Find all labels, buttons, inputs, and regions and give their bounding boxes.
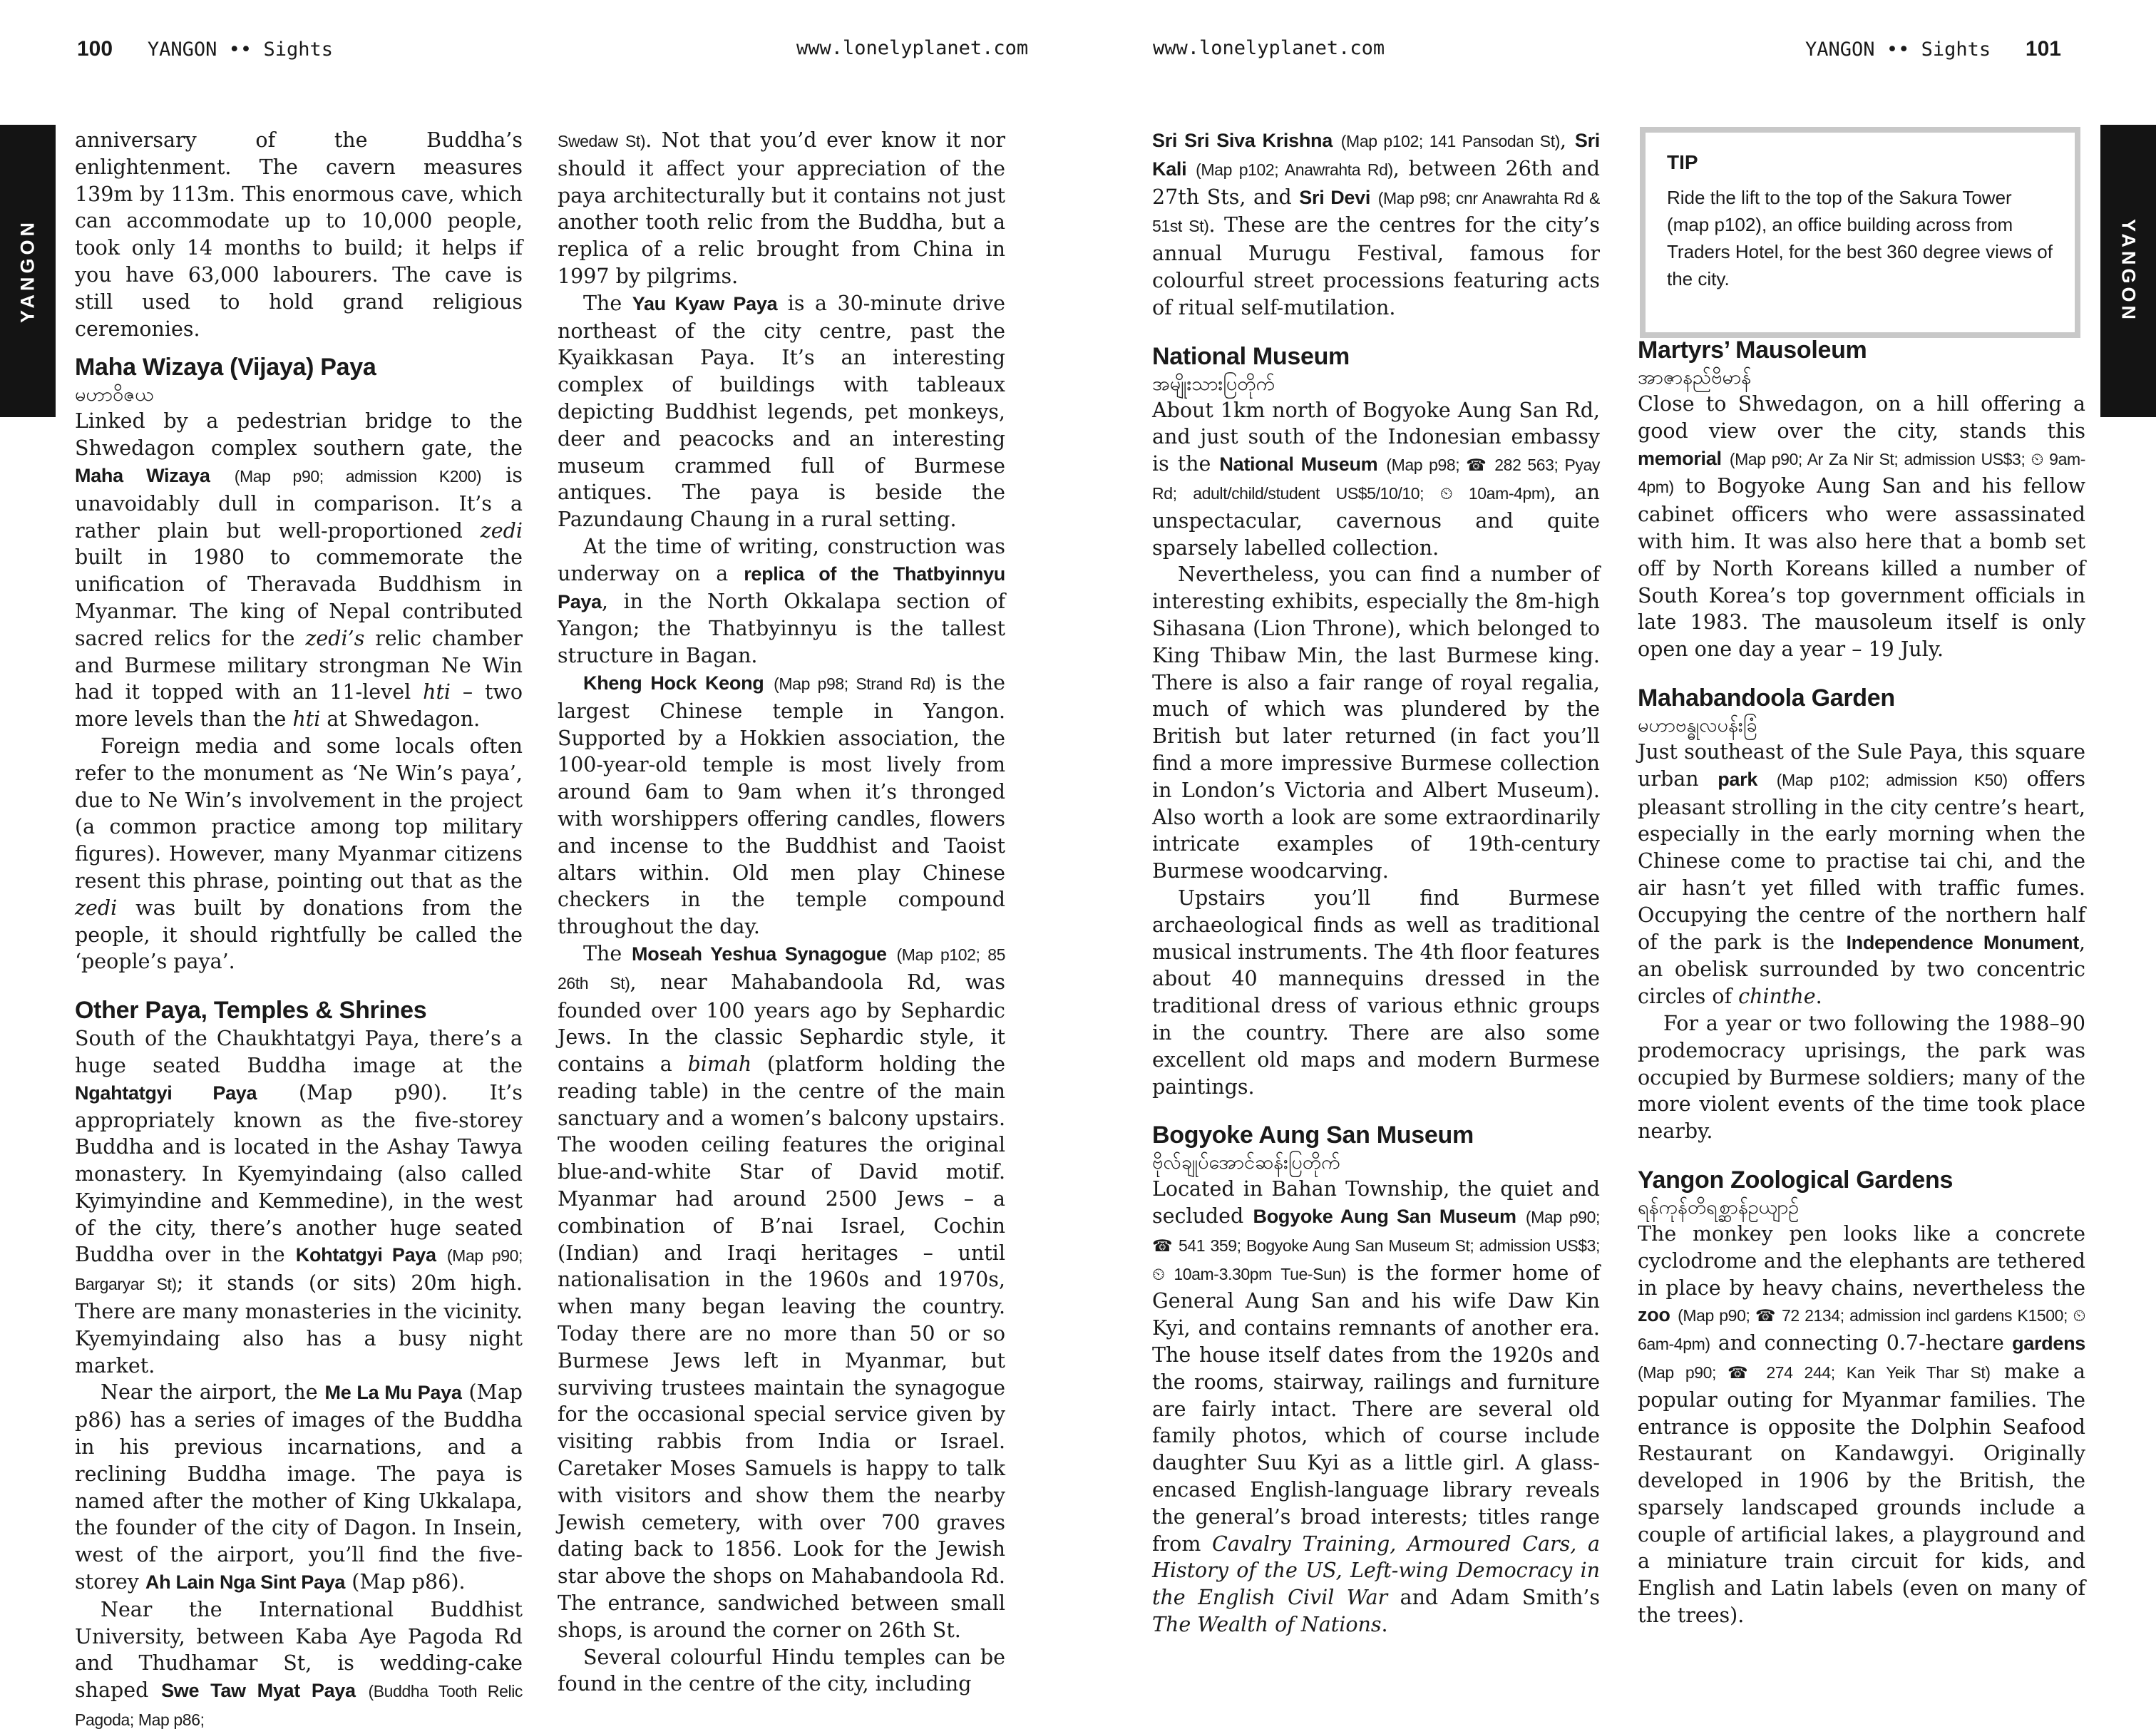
text-run: is the largest Chinese temple in Yangon. Supported by a Hokkien association, the 100-year-old temple is most lively from around 6am to 9am when it’s thronged with worshippers offering candles, flowers and incense to the Buddhist and Taoist altars within. Old men play Chinese checkers in the temple compound throughout the day. [558, 670, 1005, 939]
text-run: The [583, 291, 632, 315]
italic-term: The Wealth of Nations [1152, 1613, 1382, 1637]
text-run: (Map p90). It’s appropriately known as the five-storey Buddha and is located in the Ashay Tawya monastery. In Kyemyindaing (also called Kyimyindine and Kemmedine), in the west of the city, there’s another huge seated Buddha over in the [75, 1080, 523, 1267]
col2-paragraph-1 [558, 290, 1005, 533]
heading-bogyoke-museum: Bogyoke Aung San Museum [1152, 1122, 1474, 1149]
left-header-url: www.lonelyplanet.com [796, 37, 1029, 59]
heading-maha-wizaya-burmese: မဟာဝိဇယ [75, 384, 154, 406]
col2-paragraph-0 [558, 127, 1005, 290]
text-run: (platform holding the reading table) in the centre of the main sanctuary and a women’s balcony upstairs. The wooden ceiling features the original blue-and-white Star of David motif. Myanmar had around 2500 Jews – a combination of B’nai Israel, Cochin (Indian) and Iraqi heritages – until nationalisation in the 1960s and 1970s, when many began leaving the country. Today there are no more than 50 or so Burmese Jews left in Myanmar, but surviving trustees maintain the synagogue for the occasional special service given by visiting rabbis from India or Israel. Caretaker Moses Samuels is happy to talk with visitors and show them the nearby Jewish cemetery, with over 700 graves dating back to 1856. Look for the Jewish star above the shops on Mahabandoola Rd. The entrance, sandwiched between small shops, is around the corner on 26th St. [558, 1052, 1005, 1642]
venue-info: (Map p90; Ar Za Nir St; admission US$3; ⏲ 9am-4pm) [1638, 449, 2085, 497]
heading-other-paya: Other Paya, Temples & Shrines [75, 997, 427, 1025]
text-run: is a 30-minute drive northeast of the city centre, past the Kyaikkasan Paya. It’s an interesting complex of buildings with tableaux depicting Buddhist legends, pet monkeys, deer and peacocks and an interesting museum crammed full of Burmese antiques. The paya is beside the Pazundaung Chaung in a rural setting. [558, 291, 1005, 532]
text-run: , in the North Okkalapa section of Yangon; the Thatbyinnyu is the tallest structure in Bagan. [558, 589, 1005, 668]
text-run: was built by donations from the people, it should rightfully be called the ‘people’s paya’. [75, 896, 523, 974]
text-run: is unavoidably dull in comparison. It’s a rather plain but well-proportioned [75, 463, 523, 543]
venue-name: Me La Mu Paya [324, 1382, 462, 1404]
right-header-url: www.lonelyplanet.com [1153, 37, 1385, 59]
venue-info: (Map p90; admission K200) [234, 466, 482, 486]
venue-name: Yau Kyaw Paya [632, 292, 778, 314]
left-running-header [77, 37, 333, 71]
text-run: built in 1980 to commemorate the unification of Theravada Buddhism in Myanmar. The king of Nepal contributed sacred relics for the [75, 545, 523, 650]
text-run: relic chamber and Burmese military strongman Ne Win had it topped with an 11-level [75, 626, 523, 704]
venue-name: Sri Devi [1299, 186, 1371, 208]
venue-info: (Map p90; ☎ 274 244; Kan Yeik Thar St) [1638, 1363, 1991, 1382]
text-run: Near the International Buddhist University, between Kaba Aye Pagoda Rd and Thudhamar St, is wedding-cake shaped [75, 1597, 523, 1703]
venue-name: Kheng Hock Keong [583, 672, 764, 694]
venue-info: (Map p90; Bargaryar St) [75, 1246, 523, 1294]
venue-name: memorial [1638, 447, 1722, 469]
col1-paragraph-1 [75, 408, 523, 733]
text-run: , [1559, 128, 1575, 152]
text-run: Located in Bahan Township, the quiet and secluded [1152, 1177, 1600, 1228]
venue-name: Bogyoke Aung San Museum [1253, 1206, 1516, 1228]
text-run: . Not that you’d ever know it nor should it affect your appreciation of the paya architecturally but it contains not just another tooth relic from the Buddha, but a replica of a relic brought from China in 1997 by pilgrims. [558, 128, 1005, 288]
col3-paragraph-2: Nevertheless, you can find a number of interesting exhibits, especially the 8m-high Sihasana (Lion Throne), which belonged to King Thibaw Min, the last Burmese king. There is also a fair range of royal regalia, much of which was plundered by the British but later returned (in fact you’ll find a more impressive Burmese collection in London’s Victoria and Albert Museum). Also worth a look are some extraordinarily intricate examples of 19th-century Burmese woodcarving. [1152, 563, 1600, 883]
col4-paragraph-3: For a year or two following the 1988–90 prodemocracy uprisings, the park was occupied by Burmese soldiers; many of the more violent events of the time took place nearby. [1638, 1011, 2085, 1144]
column-2 [558, 127, 1005, 1698]
text-run: The [583, 941, 632, 965]
text-run: offers pleasant strolling in the city centre’s heart, especially in the early morning when the Chinese come to practise tai chi, and the air hasn’t yet filled with traffic fumes. Occupying the centre of the northern half of the park is the [1638, 766, 2085, 954]
italic-term: hti [423, 680, 451, 704]
heading-maha-wizaya: Maha Wizaya (Vijaya) Paya [75, 354, 376, 381]
col3-paragraph-4 [1152, 1176, 1600, 1638]
tip-body: Ride the lift to the top of the Sakura Tower (map p102), an office building across from Traders Hotel, for the best 360 degree views of the city. [1667, 187, 2053, 289]
venue-name: Ah Lain Nga Sint Paya [145, 1571, 346, 1594]
venue-name: Swe Taw Myat Paya [161, 1680, 356, 1702]
venue-info: (Map p98; cnr Anawrahta Rd & 51st St) [1152, 188, 1600, 236]
text-run: At the time of writing, construction was underway on a [558, 534, 1005, 585]
venue-info: Swedaw St) [558, 132, 646, 150]
heading-mahabandoola-garden: Mahabandoola Garden [1638, 684, 1895, 712]
right-header-section: Sights [1921, 39, 1991, 61]
col3-paragraph-1 [1152, 397, 1600, 562]
text-run: make a popular outing for Myanmar families. The entrance is opposite the Dolphin Seafood Restaurant on Kandawgyi. Originally developed in 1906 by the British, the sparsely landscaped grounds include a couple of artificial lakes, a playground and a miniature train circuit for kids, and English and Latin labels (even on many of the trees). [1638, 1359, 2086, 1628]
left-header-separator: •• [228, 39, 252, 61]
text-run: Linked by a pedestrian bridge to the Shwedagon complex southern gate, the [75, 409, 523, 461]
heading-zoological-gardens-burmese: ရန်ကုန်တိရစ္ဆာန်ဥယျာဉ် [1638, 1196, 1800, 1219]
venue-info: (Map p102; 141 Pansodan St) [1340, 132, 1560, 150]
col4-paragraph-1 [1638, 391, 2085, 663]
left-header-section: Sights [263, 39, 333, 61]
col2-paragraph-5: Several colourful Hindu temples can be found in the centre of the city, including [558, 1645, 1005, 1696]
col1-paragraph-5 [75, 1596, 523, 1734]
text-run: . These are the centres for the city’s annual Murugu Festival, famous for colourful street processions featuring acts of ritual self-mutilation. [1152, 213, 1600, 319]
col2-paragraph-4 [558, 940, 1005, 1644]
venue-name: gardens [2012, 1333, 2085, 1355]
column-1 [75, 127, 523, 1734]
tip-title: TIP [1667, 151, 1698, 173]
right-header-separator: •• [1886, 39, 1910, 61]
italic-term: hti [292, 707, 321, 732]
right-running-header [1805, 37, 2061, 71]
tip-box [1640, 127, 2080, 338]
col3-paragraph-0 [1152, 127, 1600, 322]
venue-info: (Buddha Tooth Relic Pagoda; Map p86; [75, 1682, 523, 1730]
heading-mahabandoola-garden-burmese: မဟာဗန္ဓုလပန်းခြံ [1638, 714, 1757, 737]
text-run: to Bogyoke Aung San and his fellow cabinet officers who were assassinated with him. It was also here that a bomb set off by North Koreans killed a number of South Korea’s top government officials in late 1983. The mausoleum itself is only open one day a year – 19 July. [1638, 474, 2085, 662]
text-run: – two more levels than the [75, 680, 523, 732]
text-run: South of the Chaukhtatgyi Paya, there’s a huge seated Buddha image at the [75, 1027, 523, 1077]
text-run: . [1815, 985, 1822, 1009]
text-run: Foreign media and some locals often refer to the monument as ‘Ne Win’s paya’, due to Ne Win’s involvement in the project (a common practice among top military figures). However, many Myanmar citizens resent this phrase, pointing out that as the [75, 734, 523, 893]
heading-bogyoke-museum-burmese: ဗိုလ်ချုပ်အောင်ဆန်းပြတိုက် [1152, 1151, 1340, 1174]
venue-name: Sri Kali [1152, 130, 1601, 180]
left-thumb-tab [0, 125, 56, 417]
heading-martyrs-mausoleum: Martyrs’ Mausoleum [1638, 337, 1867, 364]
italic-term: bimah [687, 1052, 752, 1077]
italic-term: chinthe [1738, 985, 1816, 1009]
col1-paragraph-4 [75, 1379, 523, 1596]
venue-name: National Museum [1219, 453, 1378, 476]
right-thumb-tab-label: YANGON [2118, 218, 2140, 324]
text-run: , between 26th and 27th Sts, and [1152, 156, 1601, 209]
venue-info: (Map p102; admission K50) [1776, 770, 2008, 789]
text-run: is the former home of General Aung San and his wife Daw Kin Kyi, and contains remnants of another era. The house itself dates from the 1920s and the rooms, stairway, railings and furniture are fairly intact. There are several old family photos, which of course include daughter Suu Kyi as a little girl. A glass-encased English-language library reveals the general’s broad interests; titles range from [1152, 1261, 1601, 1556]
italic-term: Cavalry Training, Armoured Cars, a History of the US, Left-wing Democracy in the English Civil War [1152, 1532, 1600, 1610]
text-run: at Shwedagon. [320, 707, 481, 732]
venue-info: (Map p102; Anawrahta Rd) [1196, 160, 1393, 179]
col4-paragraph-2 [1638, 739, 2085, 1010]
col2-paragraph-3 [558, 670, 1005, 940]
venue-info: (Map p102; 85 26th St) [558, 945, 1006, 992]
text-run: , an obelisk surrounded by two concentric circles of [1638, 930, 2085, 1009]
text-run: (Map p86) has a series of images of the Buddha in his previous incarnations, and a reclining Buddha image. The paya is named after the mother of King Ukkalapa, the founder of the city of Dagon. In Insein, west of the airport, you’ll find the five-storey [75, 1380, 523, 1594]
venue-name: park [1718, 768, 1758, 790]
text-run: . [1381, 1613, 1388, 1637]
italic-term: zedi [480, 518, 523, 543]
col4-paragraph-4 [1638, 1221, 2085, 1629]
text-run: ; it stands (or sits) 20m high. There are many monasteries in the vicinity. Kyemyindaing also has a busy night market. [75, 1271, 523, 1378]
text-run: About 1km north of Bogyoke Aung San Rd, and just south of the Indonesian embassy is the [1152, 398, 1600, 476]
italic-term: zedi’s [305, 626, 365, 650]
text-run: The monkey pen looks like a concrete cyclodrome and the elephants are tethered in place by heavy chains, nevertheless the [1638, 1221, 2085, 1300]
text-run: Near the airport, the [101, 1380, 325, 1405]
text-run: Close to Shwedagon, on a hill offering a good view over the city, stands this [1638, 392, 2085, 443]
left-header-title: YANGON [147, 39, 217, 61]
italic-term: zedi [75, 896, 118, 920]
venue-name: Independence Monument [1846, 931, 2079, 953]
col3-paragraph-3: Upstairs you’ll find Burmese archaeological finds as well as traditional musical instruments. The 4th floor features about 40 mannequins dressed in the traditional dress of various ethnic groups in the country. There are also some excellent old maps and modern Burmese paintings. [1152, 886, 1600, 1099]
venue-info: (Map p90; ☎ 541 359; Bogyoke Aung San Museum St; admission US$3; ⏲ 10am-3.30pm Tue-Sun) [1152, 1208, 1601, 1283]
right-thumb-tab [2100, 125, 2156, 417]
column-3 [1152, 127, 1600, 1638]
venue-name: Sri Sri Siva Krishna [1152, 130, 1333, 151]
venue-name: Kohtatgyi Paya [295, 1244, 436, 1266]
heading-martyrs-mausoleum-burmese: အာဇာနည်ဗိမာန် [1638, 366, 1752, 389]
venue-name: Moseah Yeshua Synagogue [632, 943, 887, 965]
heading-national-museum-burmese: အမျိုးသားပြတိုက် [1152, 372, 1275, 395]
col1-paragraph-2 [75, 733, 523, 975]
venue-name: Ngahtatgyi Paya [75, 1082, 257, 1104]
text-run: (Map p86). [345, 1570, 466, 1594]
venue-info: (Map p90; ☎ 72 2134; admission incl gardens K1500; ⏲ 6am-4pm) [1638, 1306, 2085, 1354]
left-page-number: 100 [77, 37, 113, 61]
venue-info: (Map p98; Strand Rd) [774, 674, 936, 693]
text-run: , near Mahabandoola Rd, was founded over 100 years ago by Sephardic Jews. In the classic Sephardic style, it contains a [558, 970, 1005, 1077]
heading-zoological-gardens: Yangon Zoological Gardens [1638, 1166, 1954, 1194]
text-run: and Adam Smith’s [1387, 1586, 1600, 1610]
text-run: and connecting 0.7-hectare [1710, 1331, 2013, 1355]
text-run: , an unspectacular, cavernous and quite sparsely labelled collection. [1152, 480, 1600, 560]
column-4 [1638, 335, 2085, 1629]
right-header-title: YANGON [1805, 39, 1875, 61]
venue-name: zoo [1638, 1304, 1670, 1326]
left-thumb-tab-label: YANGON [16, 218, 38, 324]
text-run: Just southeast of the Sule Paya, this square urban [1638, 739, 2085, 791]
heading-national-museum: National Museum [1152, 342, 1350, 370]
right-page-number: 101 [2025, 37, 2061, 61]
col1-paragraph-3 [75, 1025, 523, 1379]
col2-paragraph-2 [558, 533, 1005, 670]
venue-name: Maha Wizaya [75, 464, 210, 486]
venue-info: (Map p98; ☎ 282 563; Pyay Rd; adult/child/student US$5/10/10; ⏲ 10am-4pm) [1152, 456, 1600, 503]
venue-name: replica of the Thatbyinnyu Paya [558, 563, 1005, 612]
col1-paragraph-0: anniversary of the Buddha’s enlightenment. The cavern measures 139m by 113m. This enormous cave, which can accommodate up to 10,000 people, took only 14 months to build; it helps if you have 63,000 labourers. The cave is still used to hold grand religious ceremonies. [75, 128, 523, 341]
